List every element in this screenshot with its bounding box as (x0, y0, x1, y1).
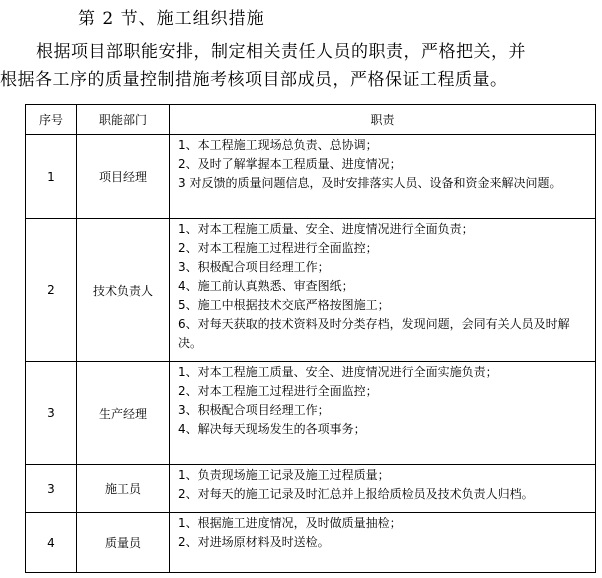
duty-item: 3、积极配合项目经理工作； (178, 403, 330, 417)
duty-item: 5、施工中根据技术交底严格按图施工； (178, 298, 390, 312)
intro-line-2: 根据各工序的质量控制措施考核项目部成员，严格保证工程质量。 (0, 70, 508, 90)
header-dept: 职能部门 (77, 105, 170, 135)
duty-item: 2、对每天的施工记录及时汇总并上报给质检员及技术负责人归档。 (178, 487, 534, 501)
row-seq: 3 (26, 362, 77, 465)
row-dept: 项目经理 (77, 135, 170, 219)
intro-paragraph (0, 38, 602, 94)
duty-item: 1、根据施工进度情况，及时做质量抽检； (178, 516, 402, 530)
duty-item: 1、本工程施工现场总负责、总协调； (178, 138, 378, 152)
row-seq: 1 (26, 135, 77, 219)
duty-item: 2、对进场原材料及时送检。 (178, 535, 330, 549)
row-duties (170, 135, 596, 219)
duty-item: 4、施工前认真熟悉、审查图纸； (178, 279, 354, 293)
duty-item: 6、对每天获取的技术资料及时分类存档，发现问题，会同有关人员及时解决。 (178, 317, 570, 350)
duty-item: 2、及时了解掌握本工程质量、进度情况； (178, 157, 402, 171)
duty-item: 3 对反馈的质量问题信息，及时安排落实人员、设备和资金来解决问题。 (178, 176, 562, 190)
row-dept: 质量员 (77, 513, 170, 573)
row-dept: 生产经理 (77, 362, 170, 465)
table-row (26, 465, 596, 513)
row-dept: 施工员 (77, 465, 170, 513)
header-duty: 职责 (170, 105, 596, 135)
header-seq: 序号 (26, 105, 77, 135)
row-duties (170, 465, 596, 513)
duty-item: 4、解决每天现场发生的各项事务； (178, 422, 366, 436)
section-title: 第 2 节、施工组织措施 (78, 9, 265, 29)
duty-item: 1、对本工程施工质量、安全、进度情况进行全面实施负责； (178, 365, 498, 379)
row-seq: 3 (26, 465, 77, 513)
duty-item: 1、负责现场施工记录及施工过程质量； (178, 468, 390, 482)
row-dept: 技术负责人 (77, 219, 170, 362)
table-row (26, 362, 596, 465)
intro-line-1: 根据项目部职能安排，制定相关责任人员的职责，严格把关，并 (36, 42, 526, 62)
row-seq: 4 (26, 513, 77, 573)
row-duties (170, 219, 596, 362)
row-seq: 2 (26, 219, 77, 362)
table-row (26, 135, 596, 219)
row-duties (170, 513, 596, 573)
duty-item: 1、对本工程施工质量、安全、进度情况进行全面负责； (178, 222, 474, 236)
row-duties (170, 362, 596, 465)
duty-item: 2、对本工程施工过程进行全面监控； (178, 384, 378, 398)
duty-item: 3、积极配合项目经理工作； (178, 260, 330, 274)
responsibility-table (25, 104, 596, 573)
table-header-row (26, 105, 596, 135)
table-row (26, 513, 596, 573)
table-row (26, 219, 596, 362)
duty-item: 2、对本工程施工过程进行全面监控； (178, 241, 378, 255)
